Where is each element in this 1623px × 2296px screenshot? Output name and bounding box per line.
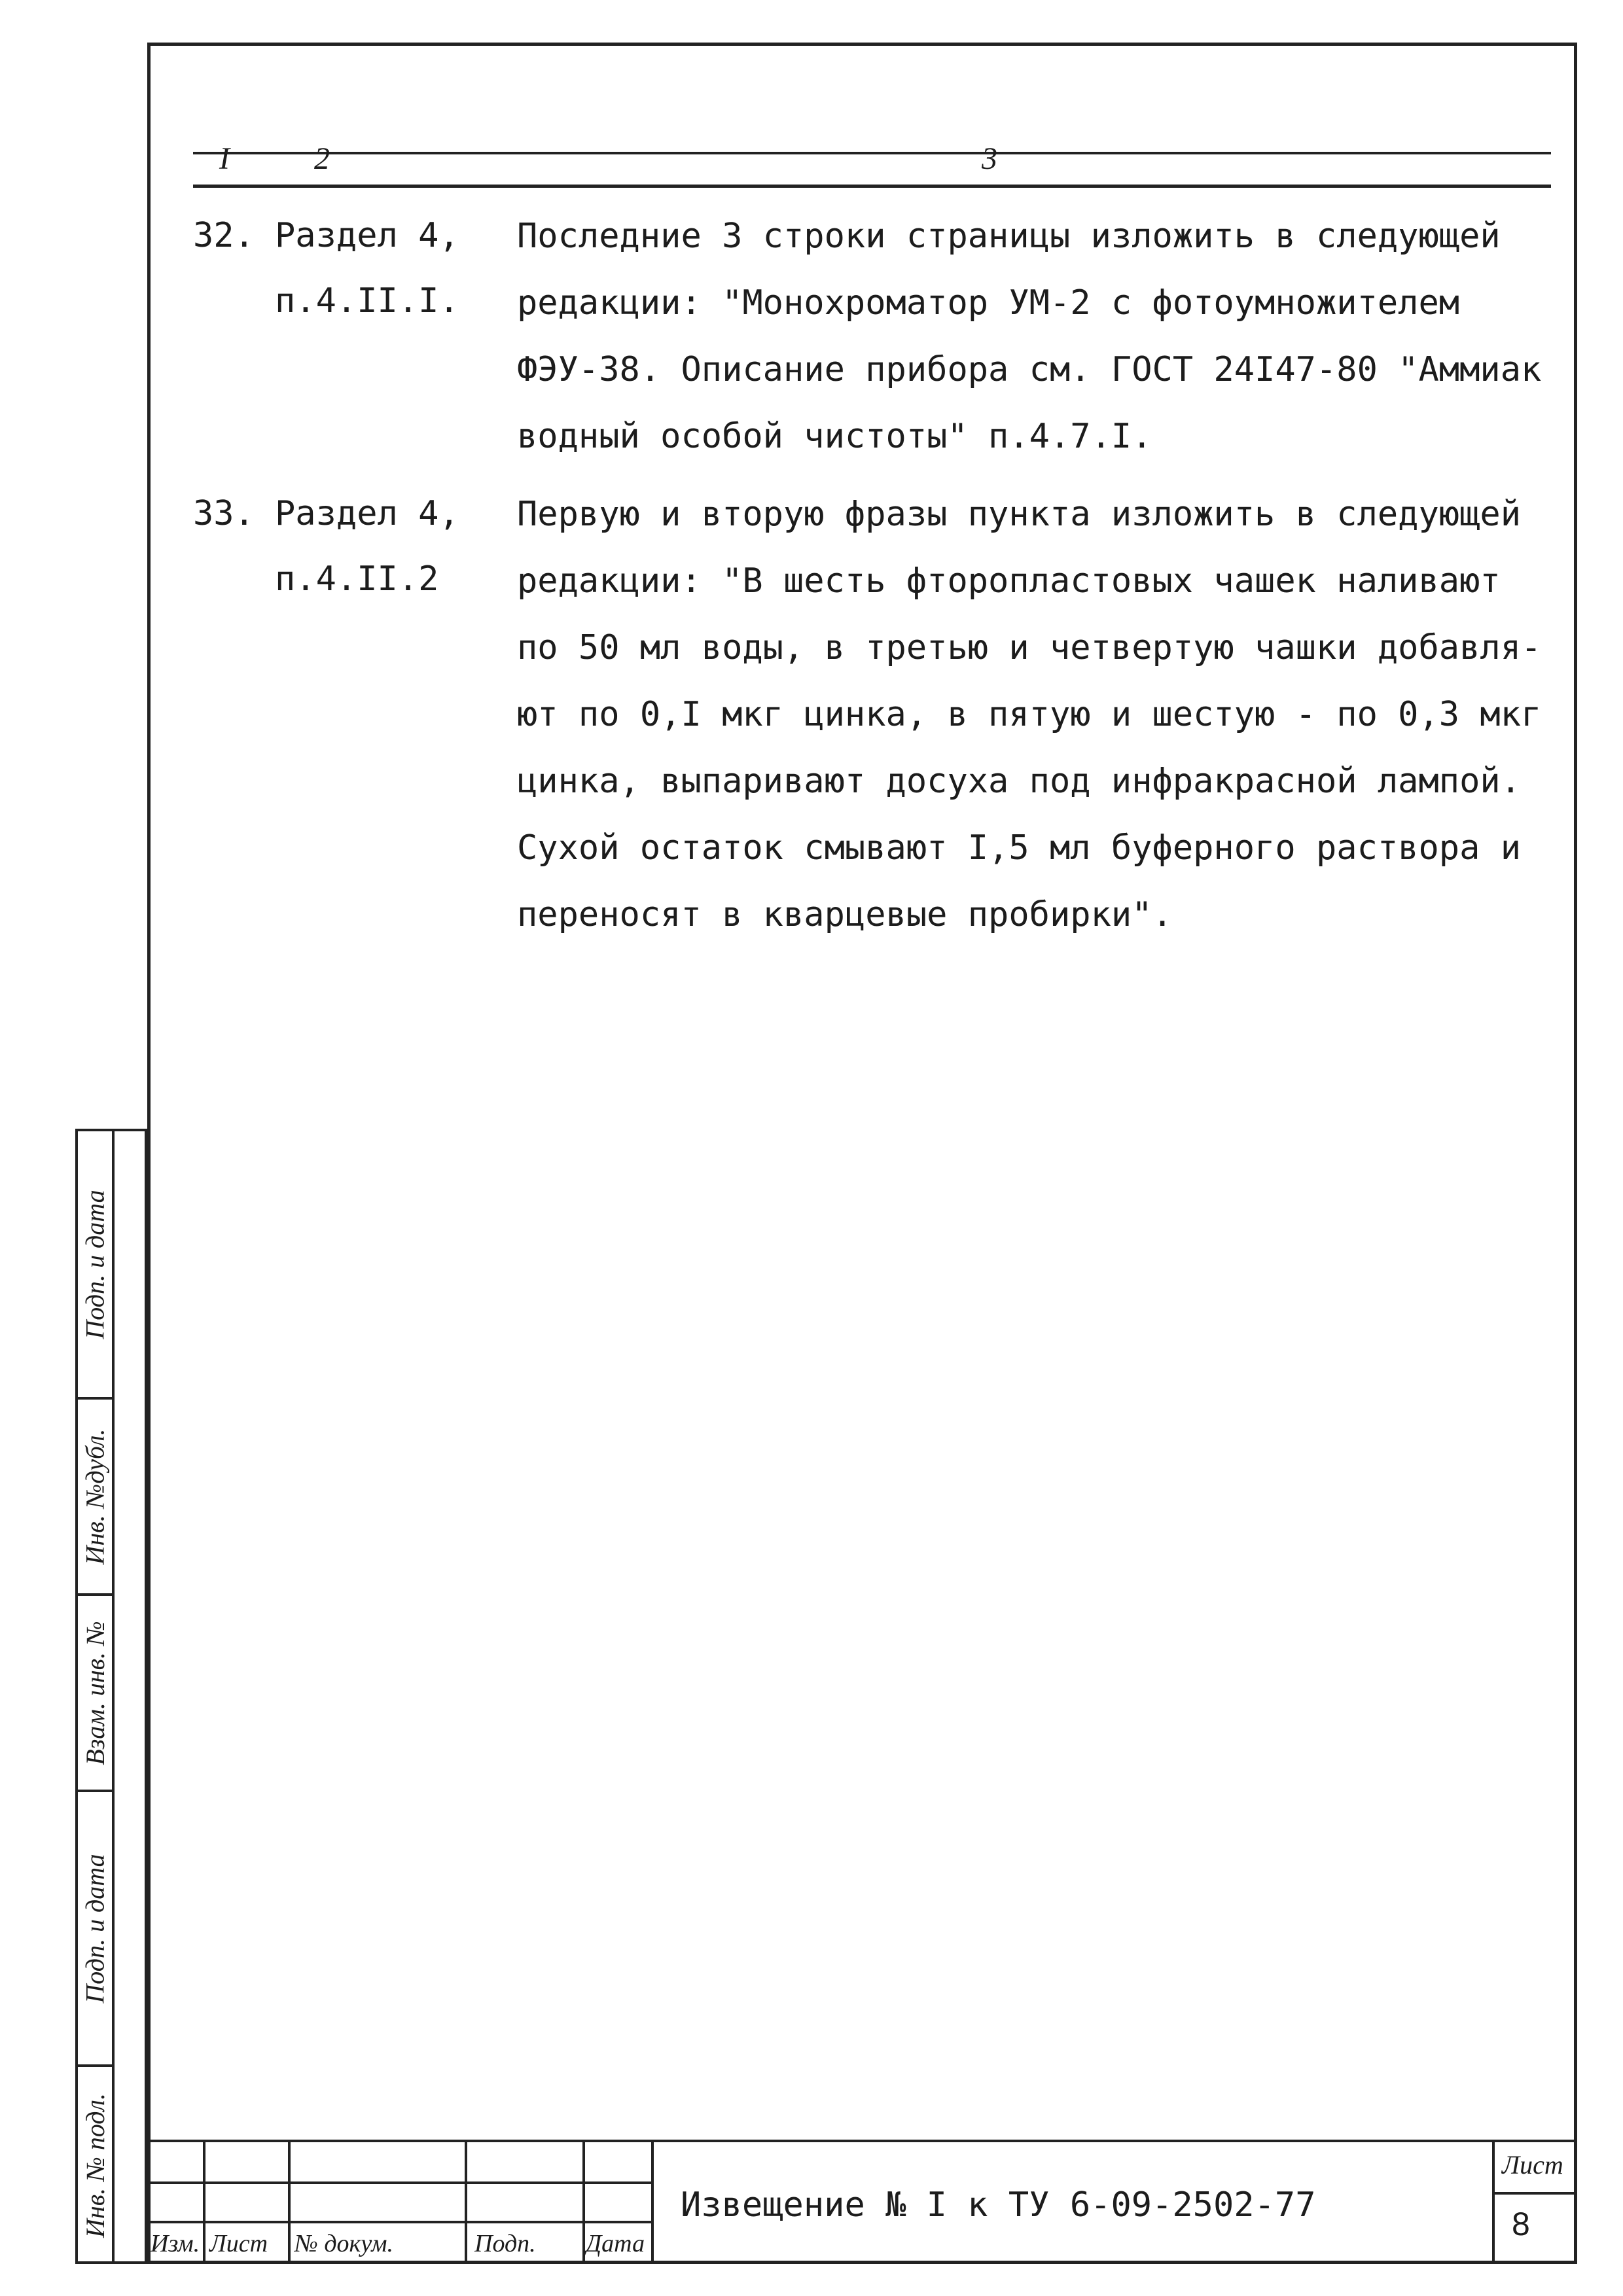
side-stamp-cell bbox=[78, 1792, 112, 2067]
item-number: 32. bbox=[193, 216, 255, 255]
text-line: цинка, выпаривают досуха под инфракрасной лампой. bbox=[517, 762, 1522, 801]
side-stamp-cell bbox=[78, 2067, 112, 2264]
side-stamp-label: Инв. № подл. bbox=[80, 2093, 110, 2238]
item-section: Раздел 4, bbox=[275, 216, 459, 255]
item-clause: п.4.II.I. bbox=[275, 281, 459, 321]
title-block-row-line bbox=[147, 2221, 651, 2223]
item-section: Раздел 4, bbox=[275, 494, 459, 533]
text-line: Сухой остаток смывают I,5 мл буферного раствора и bbox=[517, 828, 1522, 868]
side-stamp-cell bbox=[78, 1596, 112, 1792]
column-number-3: 3 bbox=[982, 141, 997, 176]
text-line: Последние 3 строки страницы изложить в следующей bbox=[517, 217, 1501, 256]
text-line: переносят в кварцевые пробирки". bbox=[517, 895, 1173, 934]
side-stamp-label: Подп. и дата bbox=[80, 1853, 110, 2004]
text-line: по 50 мл воды, в третью и четвертую чашки добавля- bbox=[517, 628, 1542, 667]
header-rule-top bbox=[193, 152, 1551, 154]
column-number-2: 2 bbox=[314, 141, 330, 176]
item-clause: п.4.II.2 bbox=[275, 559, 439, 599]
document-title: Извещение № I к ТУ 6-09-2502-77 bbox=[681, 2185, 1316, 2225]
title-block-col-line bbox=[651, 2142, 654, 2264]
title-block-col-line bbox=[582, 2142, 585, 2264]
text-line: редакции: "Монохроматор УМ-2 с фотоумножителем bbox=[517, 283, 1460, 323]
text-line: водный особой чистоты" п.4.7.I. bbox=[517, 417, 1152, 456]
side-stamp-label: Подп. и дата bbox=[80, 1189, 110, 1339]
sheet-box-divider bbox=[1495, 2192, 1577, 2195]
sheet-number: 8 bbox=[1512, 2206, 1530, 2242]
side-stamp-label: Инв. №дубл. bbox=[80, 1428, 110, 1564]
side-stamp-cell bbox=[78, 1400, 112, 1596]
item-text bbox=[517, 481, 1551, 948]
header-rule-bottom bbox=[193, 185, 1551, 188]
side-stamp bbox=[75, 1129, 147, 2264]
text-line: ют по 0,I мкг цинка, в пятую и шестую - по 0,3 мкг bbox=[517, 695, 1542, 734]
title-block-col-label: № докум. bbox=[294, 2230, 393, 2257]
item-number: 33. bbox=[193, 494, 255, 533]
side-stamp-divider bbox=[112, 1131, 115, 2261]
sheet-label: Лист bbox=[1502, 2150, 1563, 2180]
side-stamp-label: Взам. инв. № bbox=[80, 1620, 110, 1765]
title-block-col-line bbox=[288, 2142, 291, 2264]
text-line: Первую и вторую фразы пункта изложить в следующей bbox=[517, 495, 1522, 534]
title-block-row-line bbox=[147, 2181, 651, 2184]
column-number-1: I bbox=[219, 141, 230, 176]
text-line: ФЭУ-38. Описание прибора см. ГОСТ 24I47-80 "Аммиак bbox=[517, 350, 1542, 389]
side-stamp-cell bbox=[78, 1131, 112, 1400]
title-block-col-label: Подп. bbox=[474, 2230, 536, 2257]
item-text bbox=[517, 203, 1551, 470]
title-block-col-label: Дата bbox=[586, 2230, 645, 2257]
title-block-col-label: Изм. bbox=[151, 2230, 200, 2257]
title-block-col-line bbox=[465, 2142, 467, 2264]
title-block-col-line bbox=[203, 2142, 205, 2264]
title-block-col-label: Лист bbox=[209, 2230, 268, 2257]
text-line: редакции: "В шесть фторопластовых чашек наливают bbox=[517, 561, 1501, 601]
